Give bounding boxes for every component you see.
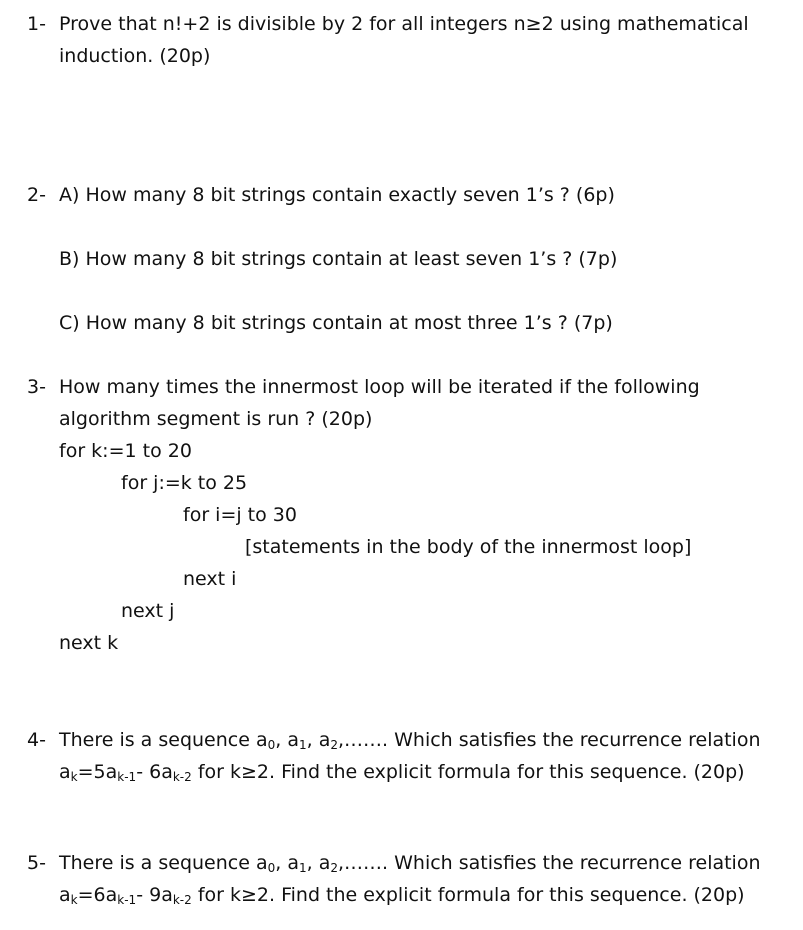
q4-line1: There is a sequence $a_0$, $a_1$, $a_2,\dots\dots$. Which satisfies the recurrence relation — [59, 729, 761, 752]
code-for-i: for i=j to 30 — [183, 504, 297, 526]
q5-line2: $a_k=6a_{k-1}-$ $9a_{k-2}$ for k≥2. Find the explicit formula for this sequence. (20p) — [59, 884, 745, 907]
code-for-j: for j:=k to 25 — [121, 472, 248, 494]
q2-part-b: B) How many 8 bit strings contain at least seven 1’s ? (7p) — [59, 248, 618, 270]
q2-number: 2- — [27, 184, 46, 206]
q5-number: 5- — [27, 852, 46, 874]
q3-number: 3- — [27, 376, 46, 398]
q3-line2: algorithm segment is run ? (20p) — [59, 408, 373, 430]
code-next-j: next j — [121, 600, 175, 622]
q2-part-a: A) How many 8 bit strings contain exactly seven 1’s ? (6p) — [59, 184, 615, 206]
q1-line1: Prove that n!+2 is divisible by 2 for all integers n≥2 using mathematical — [59, 13, 749, 35]
q2-part-c: C) How many 8 bit strings contain at most three 1’s ? (7p) — [59, 312, 613, 334]
code-for-k: for k:=1 to 20 — [59, 440, 192, 462]
code-loop-body: [statements in the body of the innermost loop] — [245, 536, 692, 558]
q3-line1: How many times the innermost loop will be iterated if the following — [59, 376, 700, 398]
code-next-k: next k — [59, 632, 119, 654]
q5-line1: There is a sequence $a_0$, $a_1$, $a_2,\dots\dots$. Which satisfies the recurrence relation — [59, 852, 761, 875]
q4-number: 4- — [27, 729, 46, 751]
code-next-i: next i — [183, 568, 237, 590]
q1-number: 1- — [27, 13, 46, 35]
cutoff-text-strip — [0, 918, 803, 930]
q4-line2: $a_k=5a_{k-1}-$ $6a_{k-2}$ for k≥2. Find the explicit formula for this sequence. (20p) — [59, 761, 745, 784]
q1-line2: induction. (20p) — [59, 45, 211, 67]
